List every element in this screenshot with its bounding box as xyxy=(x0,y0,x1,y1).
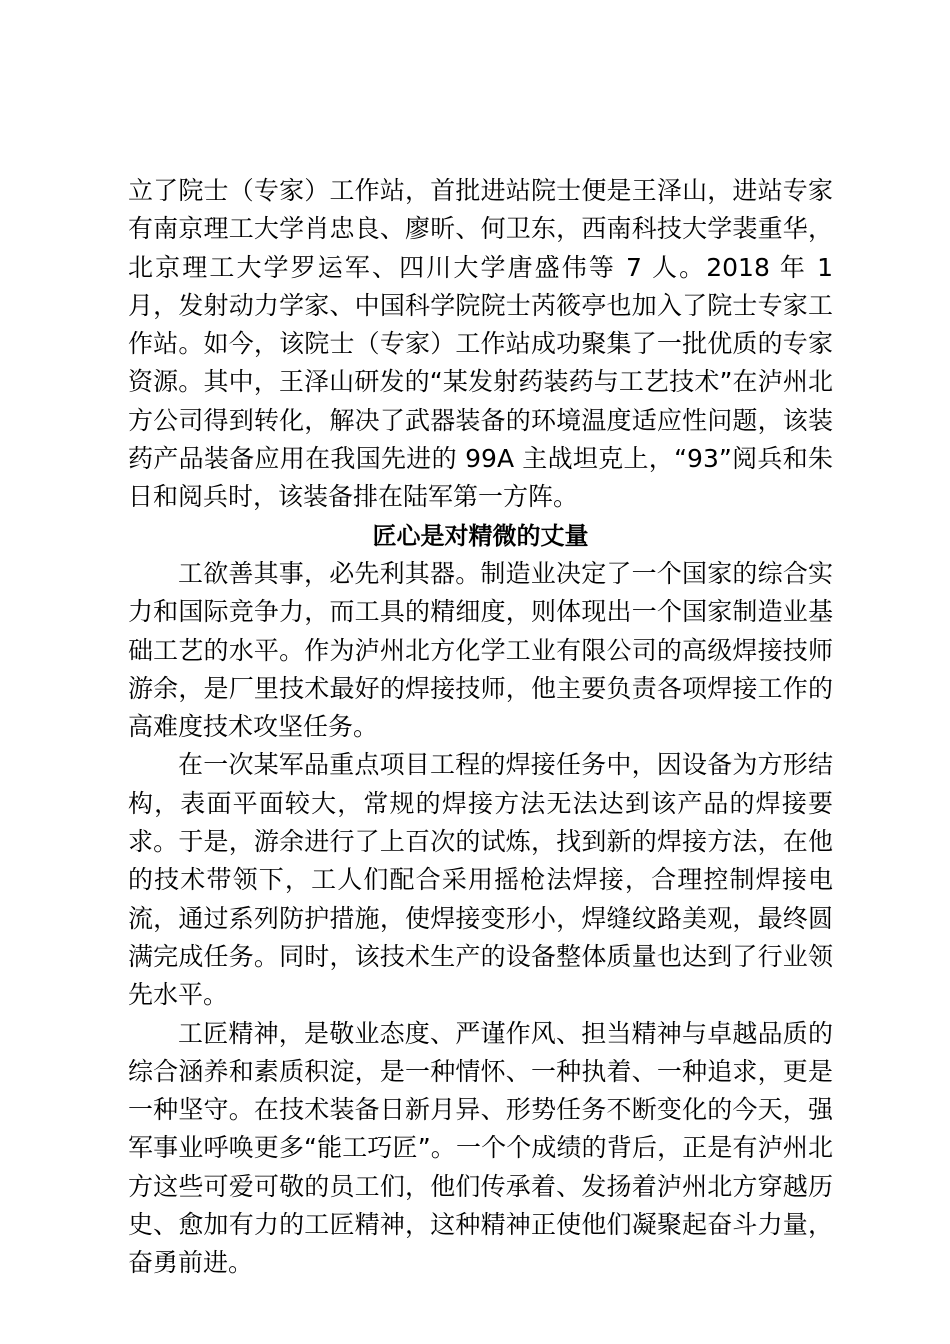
section-heading: 匠心是对精微的丈量 xyxy=(372,520,589,550)
document-body xyxy=(128,172,833,1283)
paragraph-tools: 工欲善其事，必先利其器。制造业决定了一个国家的综合实力和国际竞争力，而工具的精细度，则体现出一个国家制造业基础工艺的水平。作为泸州北方化学工业有限公司的高级焊接技师游余，是厂里技术最好的焊接技师，他主要负责各项焊接工作的高难度技术攻坚任务。 xyxy=(128,558,833,742)
paragraph-craftsman-spirit: 工匠精神，是敬业态度、严谨作风、担当精神与卓越品质的综合涵养和素质积淀，是一种情怀、一种执着、一种追求，更是一种坚守。在技术装备日新月异、形势任务不断变化的今天，强军事业呼唤更多“能工巧匠”。一个个成绩的背后，正是有泸州北方这些可爱可敬的员工们，他们传承着、发扬着泸州北方穿越历史、愈加有力的工匠精神，这种精神正使他们凝聚起奋斗力量，奋勇前进。 xyxy=(128,1018,833,1278)
continued-paragraph: 立了院士（专家）工作站，首批进站院士便是王泽山，进站专家有南京理工大学肖忠良、廖昕、何卫东，西南科技大学裴重华，北京理工大学罗运军、四川大学唐盛伟等 7 人。2018 年 1 月，发射动力学家、中国科学院院士芮筱亭也加入了院士专家工作站。如今，该院士（专家）工作站成功聚集了一批优质的专家资源。其中，王泽山研发的“某发射药装药与工艺技术”在泸州北方公司得到转化，解决了武器装备的环境温度适应性问题，该装药产品装备应用在我国先进的 99A 主战坦克上，“93”阅兵和朱日和阅兵时，该装备排在陆军第一方阵。 xyxy=(128,176,833,512)
paragraph-welding-task: 在一次某军品重点项目工程的焊接任务中，因设备为方形结构，表面平面较大，常规的焊接方法无法达到该产品的焊接要求。于是，游余进行了上百次的试炼，找到新的焊接方法，在他的技术带领下，工人们配合采用摇枪法焊接，合理控制焊接电流，通过系列防护措施，使焊接变形小，焊缝纹路美观，最终圆满完成任务。同时，该技术生产的设备整体质量也达到了行业领先水平。 xyxy=(128,750,833,1010)
